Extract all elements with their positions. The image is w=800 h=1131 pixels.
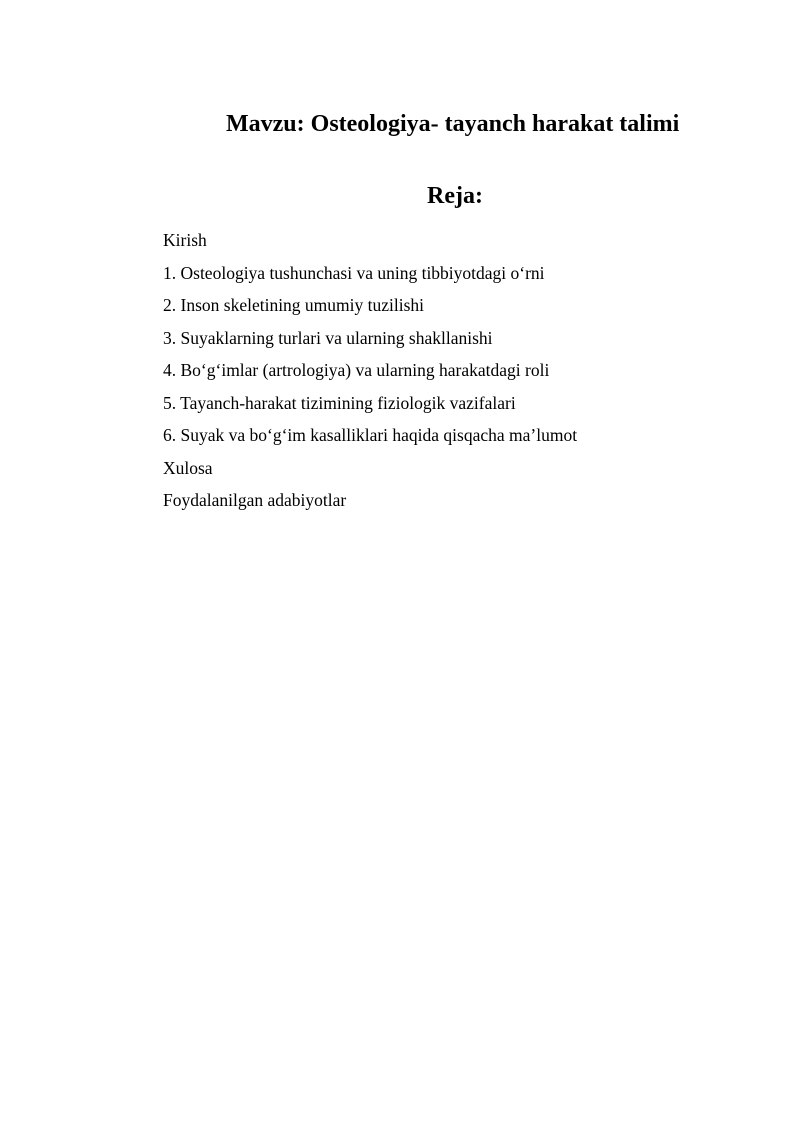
plan-heading: Reja: <box>427 183 483 209</box>
plan-item-intro: Kirish <box>163 230 207 250</box>
plan-item-conclusion: Xulosa <box>163 457 213 478</box>
plan-item-5: 5. Tayanch-harakat tizimining fiziologik vazifalari <box>163 392 516 413</box>
plan-item-2: 2. Inson skeletining umumiy tuzilishi <box>163 295 425 315</box>
plan-item-1: 1. Osteologiya tushunchasi va uning tibbiyotdagi o‘rni <box>163 262 545 283</box>
plan-item-6: 6. Suyak va bo‘g‘im kasalliklari haqida qisqacha ma’lumot <box>163 425 578 445</box>
document-title: Mavzu: Osteologiya- tayanch harakat talimi <box>226 111 680 137</box>
plan-item-references: Foydalanilgan adabiyotlar <box>163 490 347 510</box>
plan-item-3: 3. Suyaklarning turlari va ularning shakllanishi <box>163 327 493 348</box>
plan-item-4: 4. Bo‘g‘imlar (artrologiya) va ularning harakatdagi roli <box>163 360 550 380</box>
plan-list <box>163 224 577 517</box>
